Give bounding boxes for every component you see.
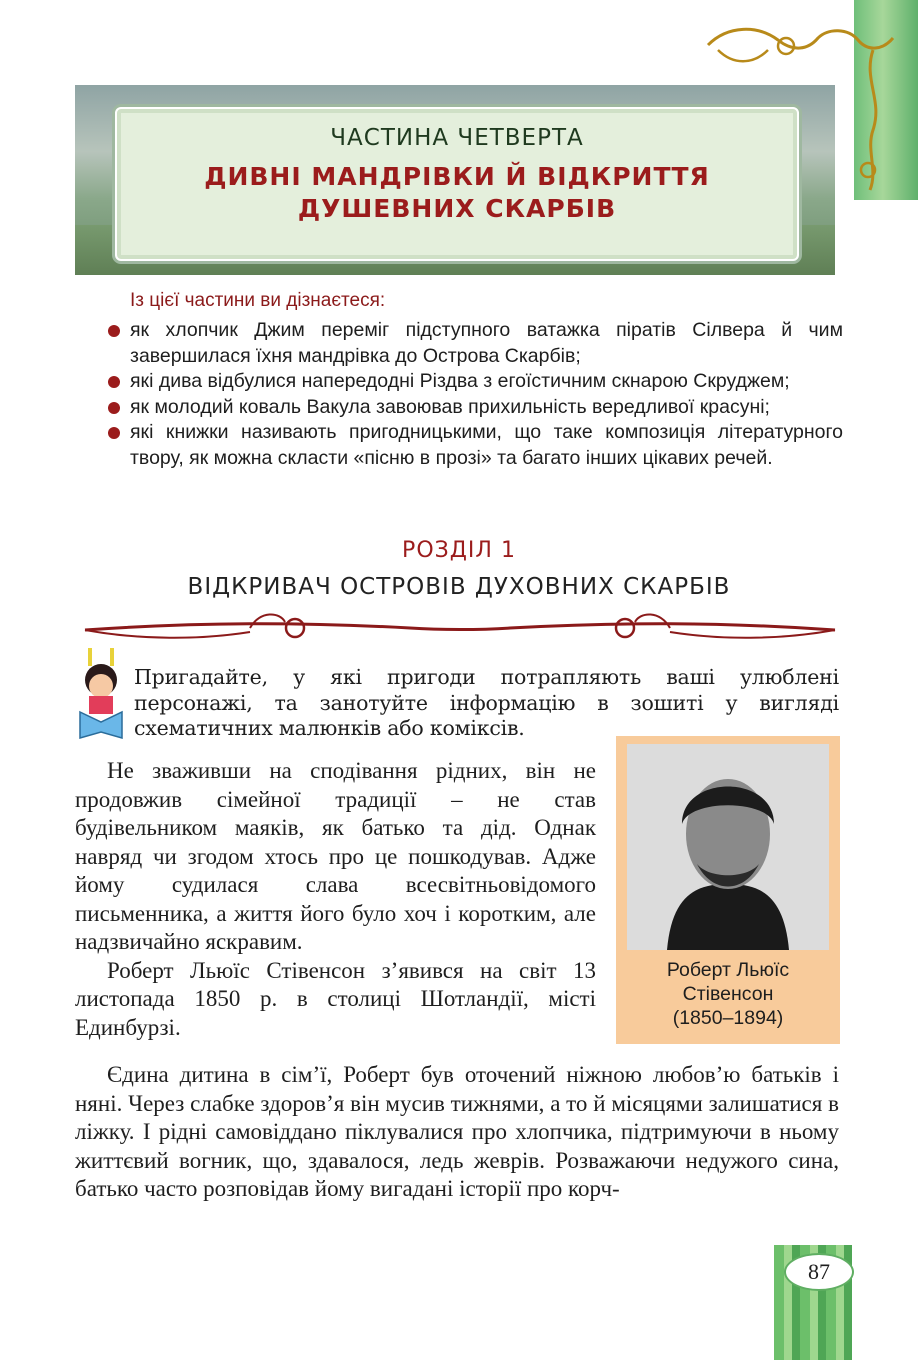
bullet-icon bbox=[108, 325, 120, 337]
bullet-icon bbox=[108, 427, 120, 439]
reading-child-icon bbox=[76, 648, 126, 740]
page-number: 87 bbox=[784, 1253, 854, 1291]
portrait-caption bbox=[616, 958, 840, 1030]
header-banner bbox=[75, 85, 835, 275]
portrait-photo bbox=[627, 744, 829, 950]
learn-list bbox=[108, 318, 843, 471]
list-item bbox=[108, 420, 843, 471]
chapter-title: ВІДКРИВАЧ ОСТРОВІВ ДУХОВНИХ СКАРБІВ bbox=[187, 574, 731, 600]
list-item bbox=[108, 395, 843, 421]
caption-line: (1850–1894) bbox=[672, 1007, 784, 1029]
learn-intro: Із цієї частини ви дізнаєтеся: bbox=[130, 290, 386, 311]
paragraph: Не зваживши на сподівання рідних, він не продовжив сімейної традиції – не став будівельником маяків, як батько та дід. Однак навряд чи згодом хтось про це пошкодував. Адже йому судилася слава всесвітньовідомого письменника, а життя його було хоч і коротким, але надзвичайно яскравим. bbox=[75, 758, 596, 954]
list-item-text: які дива відбулися напередодні Різдва з егоїстичним скнарою Скруджем; bbox=[130, 370, 790, 392]
body-text-wide bbox=[75, 1061, 839, 1204]
list-item-text: як хлопчик Джим переміг підступного ватажка піратів Сілвера й чим завершилася їхня мандрівка до Острова Скарбів; bbox=[130, 319, 843, 367]
chapter-number: РОЗДІЛ 1 bbox=[402, 538, 516, 563]
caption-line: Роберт Льюїс bbox=[666, 959, 790, 981]
part-label: ЧАСТИНА ЧЕТВЕРТА bbox=[330, 125, 584, 151]
list-item bbox=[108, 369, 843, 395]
list-item-text: які книжки називають пригодницькими, що таке композиція літературного твору, як можна скласти «пісню в прозі» та багато інших цікавих речей. bbox=[130, 421, 843, 469]
part-title bbox=[117, 161, 797, 225]
list-item-text: як молодий коваль Вакула завоював прихильність вередливої красуні; bbox=[130, 395, 770, 418]
part-title-line2: ДУШЕВНИХ СКАРБІВ bbox=[297, 194, 617, 223]
paragraph: Роберт Льюїс Стівенсон з’явився на світ 13 листопада 1850 р. в столиці Шотландії, місті Единбурзі. bbox=[75, 957, 596, 1040]
caption-line: Стівенсон bbox=[682, 983, 774, 1005]
header-panel bbox=[115, 107, 799, 261]
divider-ornament bbox=[80, 600, 840, 648]
body-text-narrow bbox=[75, 757, 596, 1042]
paragraph: Єдина дитина в сім’ї, Роберт був оточений ніжною любов’ю батьків і няні. Через слабке здоров’я він мусив тижнями, а то й місяцями залишатися в ліжку. І рідні самовіддано піклувалися про хлопчика, підтримуючи в ньому життєвий вогник, що, здавалося, ледь жеврів. Розважаючи недужого сина, батько часто розповідав йому вигадані історії про корч- bbox=[75, 1062, 839, 1201]
part-title-line1: ДИВНІ МАНДРІВКИ Й ВІДКРИТТЯ bbox=[204, 162, 710, 191]
list-item bbox=[108, 318, 843, 369]
bullet-icon bbox=[108, 402, 120, 414]
bullet-icon bbox=[108, 376, 120, 388]
portrait-box bbox=[616, 736, 840, 1044]
task-text: Пригадайте, у які пригоди потрапляють ваші улюблені персонажі, та занотуйте інформацію в зошиті у вигляді схематичних малюнків або коміксів. bbox=[134, 665, 839, 740]
